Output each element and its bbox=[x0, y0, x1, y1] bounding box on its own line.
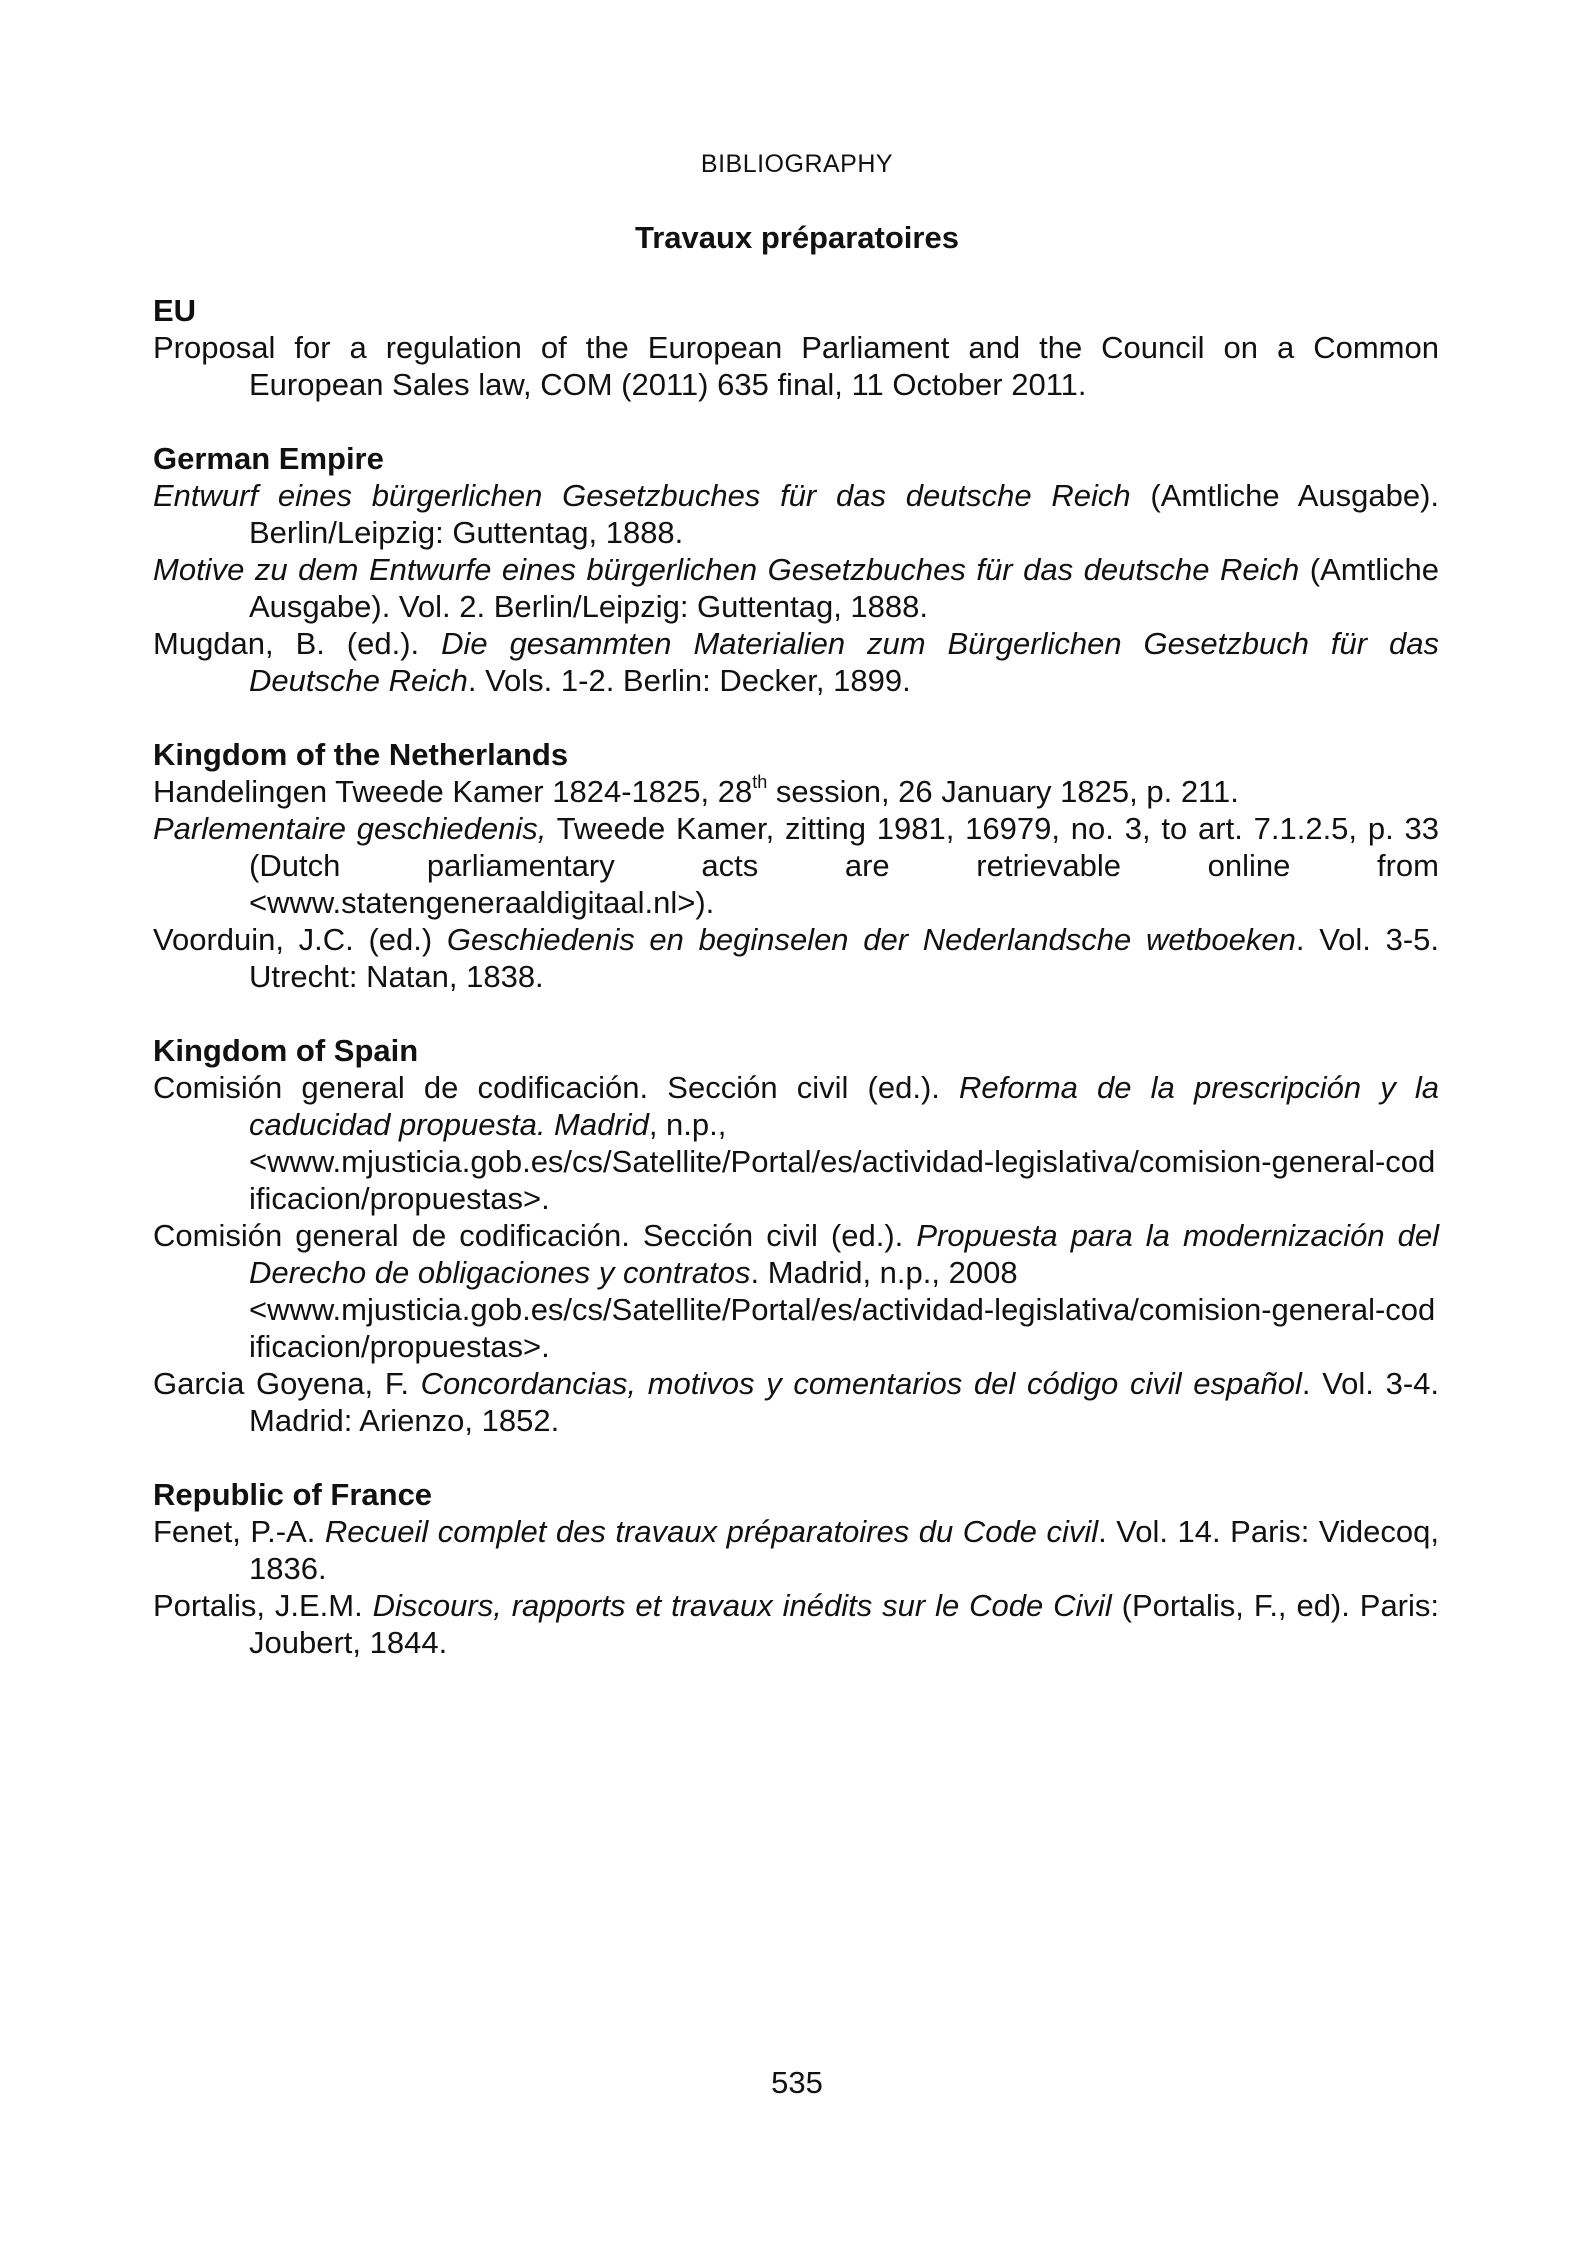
entry-text: session, 26 January 1825, p. 211. bbox=[767, 774, 1239, 809]
bib-entry bbox=[153, 921, 1439, 995]
bibliography-body bbox=[153, 292, 1439, 1698]
bib-entry bbox=[153, 1069, 1439, 1217]
page-number: 535 bbox=[771, 2065, 823, 2100]
bib-entry bbox=[153, 1587, 1439, 1661]
group-eu bbox=[153, 292, 1439, 403]
bib-entry bbox=[153, 477, 1439, 551]
bib-entry bbox=[153, 551, 1439, 625]
bib-entry bbox=[153, 1217, 1439, 1365]
entry-title: Concordancias, motivos y comentarios del código civil español bbox=[420, 1366, 1302, 1401]
group-heading: EU bbox=[153, 293, 197, 328]
entry-text: (Amtliche Ausgabe). Vol. 2. Berlin/Leipzig: Guttentag, 1888. bbox=[249, 552, 1439, 624]
entry-text: Tweede Kamer, zitting 1981, 16979, no. 3, to art. 7.1.2.5, p. 33 (Dutch parliamentary acts are retrievable online from <www.statengeneraaldigitaal.nl>). bbox=[249, 811, 1439, 920]
entry-text: (Amtliche Ausgabe). Berlin/Leipzig: Guttentag, 1888. bbox=[249, 478, 1440, 550]
group-heading: Kingdom of the Netherlands bbox=[153, 737, 569, 772]
entry-author: Mugdan, B. (ed.). bbox=[153, 626, 442, 661]
entry-title: Geschiedenis en beginselen der Nederlandsche wetboeken bbox=[446, 922, 1296, 957]
entry-author: Portalis, J.E.M. bbox=[153, 1588, 373, 1623]
group-spain bbox=[153, 1032, 1439, 1439]
group-heading: German Empire bbox=[153, 441, 384, 476]
bib-entry bbox=[153, 1513, 1439, 1587]
entry-text: Handelingen Tweede Kamer 1824-1825, 28 bbox=[153, 774, 753, 809]
entry-author: Voorduin, J.C. (ed.) bbox=[153, 922, 447, 957]
entry-text: . Vol. 14. Paris: Videcoq, 1836. bbox=[249, 1514, 1440, 1586]
entry-text: . Vol. 3-4. Madrid: Arienzo, 1852. bbox=[249, 1366, 1439, 1438]
bib-entry bbox=[153, 1365, 1439, 1439]
entry-text: . Madrid, n.p., 2008 bbox=[750, 1255, 1018, 1290]
entry-text: Proposal for a regulation of the European Parliament and the Council on a Common European Sales law, COM (2011) 635 final, 11 October 2011. bbox=[153, 330, 1439, 402]
entry-text: (Portalis, F., ed). Paris: Joubert, 1844. bbox=[249, 1588, 1440, 1660]
entry-title: Discours, rapports et travaux inédits sur le Code Civil bbox=[372, 1588, 1112, 1623]
group-german-empire bbox=[153, 440, 1439, 699]
group-heading: Republic of France bbox=[153, 1477, 433, 1512]
entry-url: <www.mjusticia.gob.es/cs/Satellite/Portal/es/actividad-legislativa/comision-general-codificacion/propuestas>. bbox=[249, 1144, 1436, 1216]
entry-title: Parlementaire geschiedenis, bbox=[153, 811, 547, 846]
bib-entry bbox=[153, 329, 1439, 403]
entry-title: Die gesammten Materialien zum Bürgerlichen Gesetzbuch für das Deutsche Reich bbox=[249, 626, 1439, 698]
group-heading: Kingdom of Spain bbox=[153, 1033, 419, 1068]
entry-title: Motive zu dem Entwurfe eines bürgerlichen Gesetzbuches für das deutsche Reich bbox=[153, 552, 1300, 587]
section-title: Travaux préparatoires bbox=[635, 220, 959, 255]
group-netherlands bbox=[153, 736, 1439, 995]
entry-text: , n.p., bbox=[648, 1107, 727, 1142]
entry-title: Reforma de la prescripción y la caducidad propuesta. Madrid bbox=[249, 1070, 1439, 1142]
entry-author: Garcia Goyena, F. bbox=[153, 1366, 421, 1401]
running-head: BIBLIOGRAPHY bbox=[700, 150, 894, 178]
bib-entry bbox=[153, 625, 1439, 699]
entry-title: Recueil complet des travaux préparatoires du Code civil bbox=[324, 1514, 1099, 1549]
entry-author: Comisión general de codificación. Sección civil (ed.). bbox=[153, 1218, 917, 1253]
entry-title: Entwurf eines bürgerlichen Gesetzbuches für das deutsche Reich bbox=[153, 478, 1131, 513]
group-france bbox=[153, 1476, 1439, 1661]
ordinal-suffix: th bbox=[752, 772, 768, 792]
entry-text: . Vols. 1-2. Berlin: Decker, 1899. bbox=[467, 663, 911, 698]
entry-url: <www.mjusticia.gob.es/cs/Satellite/Portal/es/actividad-legislativa/comision-general-codificacion/propuestas>. bbox=[249, 1292, 1436, 1364]
entry-title: Propuesta para la modernización del Derecho de obligaciones y contratos bbox=[249, 1218, 1439, 1290]
entry-author: Comisión general de codificación. Sección civil (ed.). bbox=[153, 1070, 960, 1105]
bib-entry bbox=[153, 810, 1439, 921]
entry-text: . Vol. 3-5. Utrecht: Natan, 1838. bbox=[249, 922, 1440, 994]
bib-entry bbox=[153, 773, 1439, 810]
entry-author: Fenet, P.-A. bbox=[153, 1514, 325, 1549]
